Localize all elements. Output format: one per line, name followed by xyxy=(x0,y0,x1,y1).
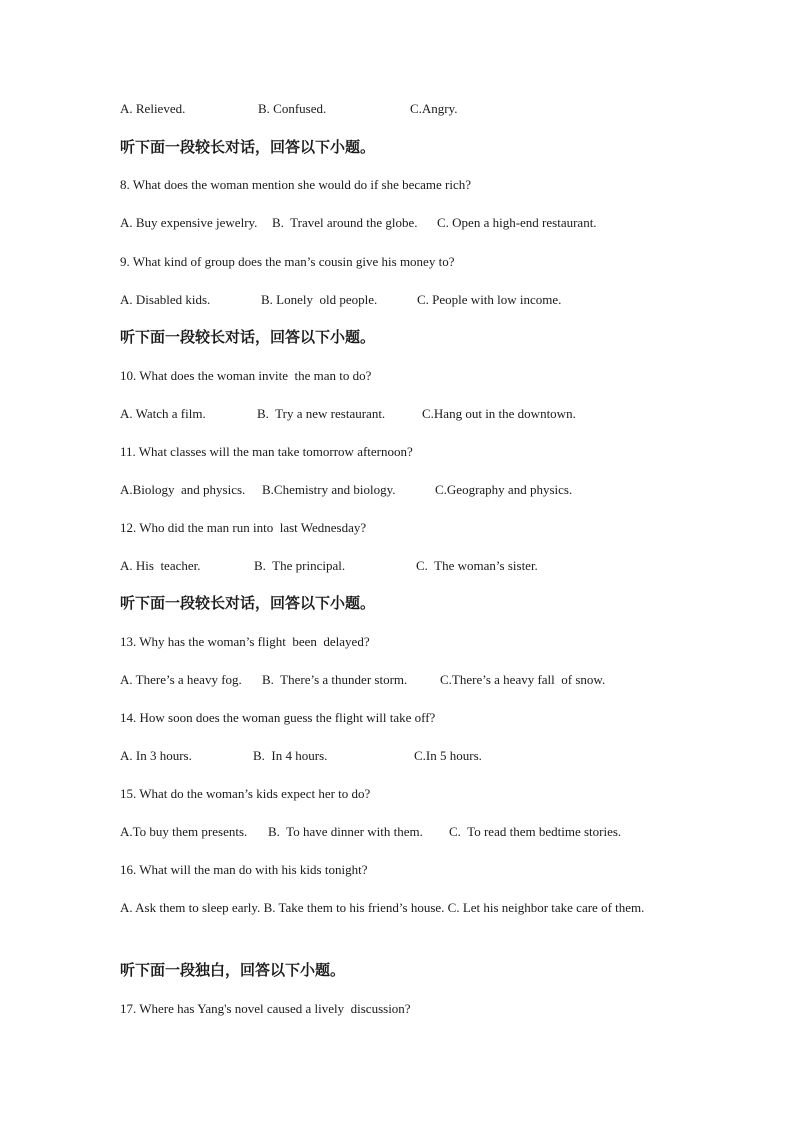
section-heading: 听下面一段较长对话，回答以下小题。 xyxy=(120,594,376,612)
option-a: A. There’s a heavy fog. xyxy=(120,672,242,687)
question-15: 15. What do the woman’s kids expect her to do? xyxy=(120,786,371,801)
option-c: C.Geography and physics. xyxy=(435,482,573,497)
question-17: 17. Where has Yang's novel caused a lively discussion? xyxy=(120,1001,411,1016)
option-c: C. To read them bedtime stories. xyxy=(449,824,622,839)
options-q12 xyxy=(120,553,680,678)
section-heading: 听下面一段独白，回答以下小题。 xyxy=(120,961,346,979)
question-14: 14. How soon does the woman guess the flight will take off? xyxy=(120,710,436,725)
option-b: B. Try a new restaurant. xyxy=(257,406,386,421)
option-a: A. Watch a film. xyxy=(120,406,206,421)
options-q7 xyxy=(120,96,680,221)
section-heading: 听下面一段较长对话，回答以下小题。 xyxy=(120,328,376,346)
option-a: A. Disabled kids. xyxy=(120,292,211,307)
question-10: 10. What does the woman invite the man to do? xyxy=(120,368,372,383)
option-b: B. Confused. xyxy=(258,101,327,116)
options-q16: A. Ask them to sleep early. B. Take them to his friend’s house. C. Let his neighbor take care of them. xyxy=(120,900,645,915)
question-12: 12. Who did the man run into last Wednesday? xyxy=(120,520,367,535)
option-b: B. In 4 hours. xyxy=(253,748,328,763)
option-c: C.In 5 hours. xyxy=(414,748,482,763)
options-q9 xyxy=(120,287,680,412)
question-8: 8. What does the woman mention she would do if she became rich? xyxy=(120,177,472,192)
option-b: B. The principal. xyxy=(254,558,346,573)
option-b: B.Chemistry and biology. xyxy=(262,482,396,497)
option-c: C. The woman’s sister. xyxy=(416,558,538,573)
option-b: B. To have dinner with them. xyxy=(268,824,423,839)
option-b: B. Lonely old people. xyxy=(261,292,378,307)
option-a: A. Relieved. xyxy=(120,101,186,116)
option-a: A. His teacher. xyxy=(120,558,201,573)
section-heading: 听下面一段较长对话，回答以下小题。 xyxy=(120,138,376,156)
option-b: B. Travel around the globe. xyxy=(272,215,418,230)
option-c: C. People with low income. xyxy=(417,292,562,307)
option-c: C.There’s a heavy fall of snow. xyxy=(440,672,606,687)
option-a: A.Biology and physics. xyxy=(120,482,246,497)
option-c: C. Open a high-end restaurant. xyxy=(437,215,597,230)
question-11: 11. What classes will the man take tomorrow afternoon? xyxy=(120,444,413,459)
option-c: C.Hang out in the downtown. xyxy=(422,406,576,421)
option-c: C.Angry. xyxy=(410,101,458,116)
option-a: A. In 3 hours. xyxy=(120,748,192,763)
question-13: 13. Why has the woman’s flight been delayed? xyxy=(120,634,370,649)
question-9: 9. What kind of group does the man’s cousin give his money to? xyxy=(120,254,455,269)
option-a: A. Buy expensive jewelry. xyxy=(120,215,258,230)
option-a: A.To buy them presents. xyxy=(120,824,248,839)
option-b: B. There’s a thunder storm. xyxy=(262,672,408,687)
question-16: 16. What will the man do with his kids tonight? xyxy=(120,862,368,877)
